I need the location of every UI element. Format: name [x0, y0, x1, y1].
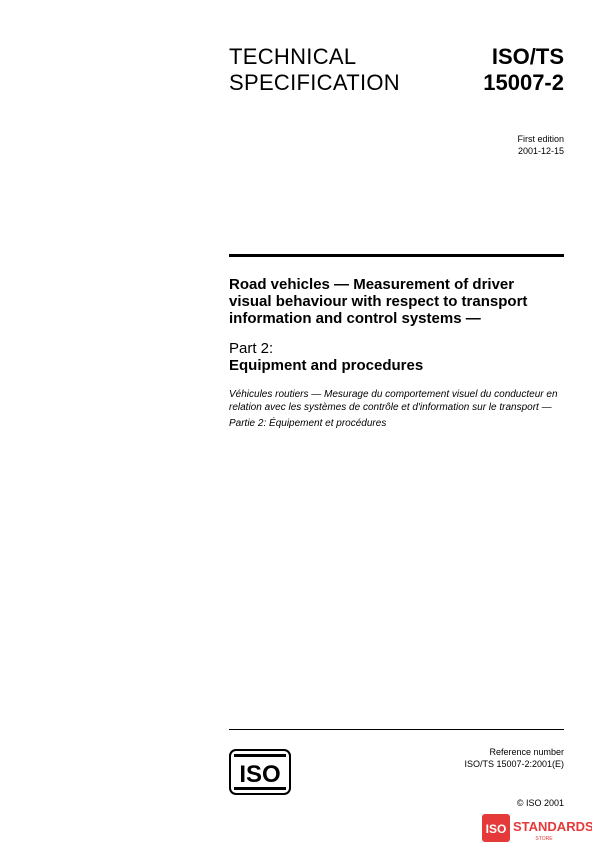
reference-value: ISO/TS 15007-2:2001(E): [464, 759, 564, 769]
main-title: [229, 276, 569, 327]
copyright-notice: © ISO 2001: [516, 798, 564, 808]
french-title-line2: relation avec les systèmes de contrôle et d'information sur le transport —: [229, 402, 552, 413]
store-logo-graphic: [482, 812, 592, 844]
store-badge-text: ISO: [485, 822, 507, 836]
iso-logo-text: ISO: [239, 761, 281, 788]
document-number-line2: 15007-2: [483, 70, 564, 95]
edition-info: [517, 133, 564, 157]
store-name-text: STANDARDS: [513, 819, 592, 834]
french-title: [229, 388, 569, 414]
edition-label: First edition: [517, 134, 564, 144]
iso-standards-store-logo: [482, 812, 592, 844]
french-title-line1: Véhicules routiers — Mesurage du comportement visuel du conducteur en: [229, 389, 558, 400]
iso-logo: [229, 749, 291, 795]
part-title: Equipment and procedures: [229, 357, 424, 374]
document-type-line1: TECHNICAL: [229, 44, 357, 69]
document-number-line1: ISO/TS: [491, 44, 564, 69]
document-type-line2: SPECIFICATION: [229, 70, 400, 95]
reference-label: Reference number: [489, 747, 564, 757]
store-subtext: STORE: [535, 836, 553, 842]
main-title-line3: information and control systems —: [229, 310, 481, 327]
title-divider: [229, 254, 564, 257]
edition-date: 2001-12-15: [517, 146, 564, 156]
footer-divider: [229, 729, 564, 730]
main-title-line1: Road vehicles — Measurement of driver: [229, 276, 515, 293]
part-label: Part 2:: [229, 340, 274, 357]
main-title-line2: visual behaviour with respect to transport: [229, 293, 528, 310]
document-number: [483, 44, 564, 96]
french-part-title: Partie 2: Équipement et procédures: [229, 418, 387, 429]
reference-number: [464, 746, 564, 770]
document-type: [229, 44, 400, 96]
